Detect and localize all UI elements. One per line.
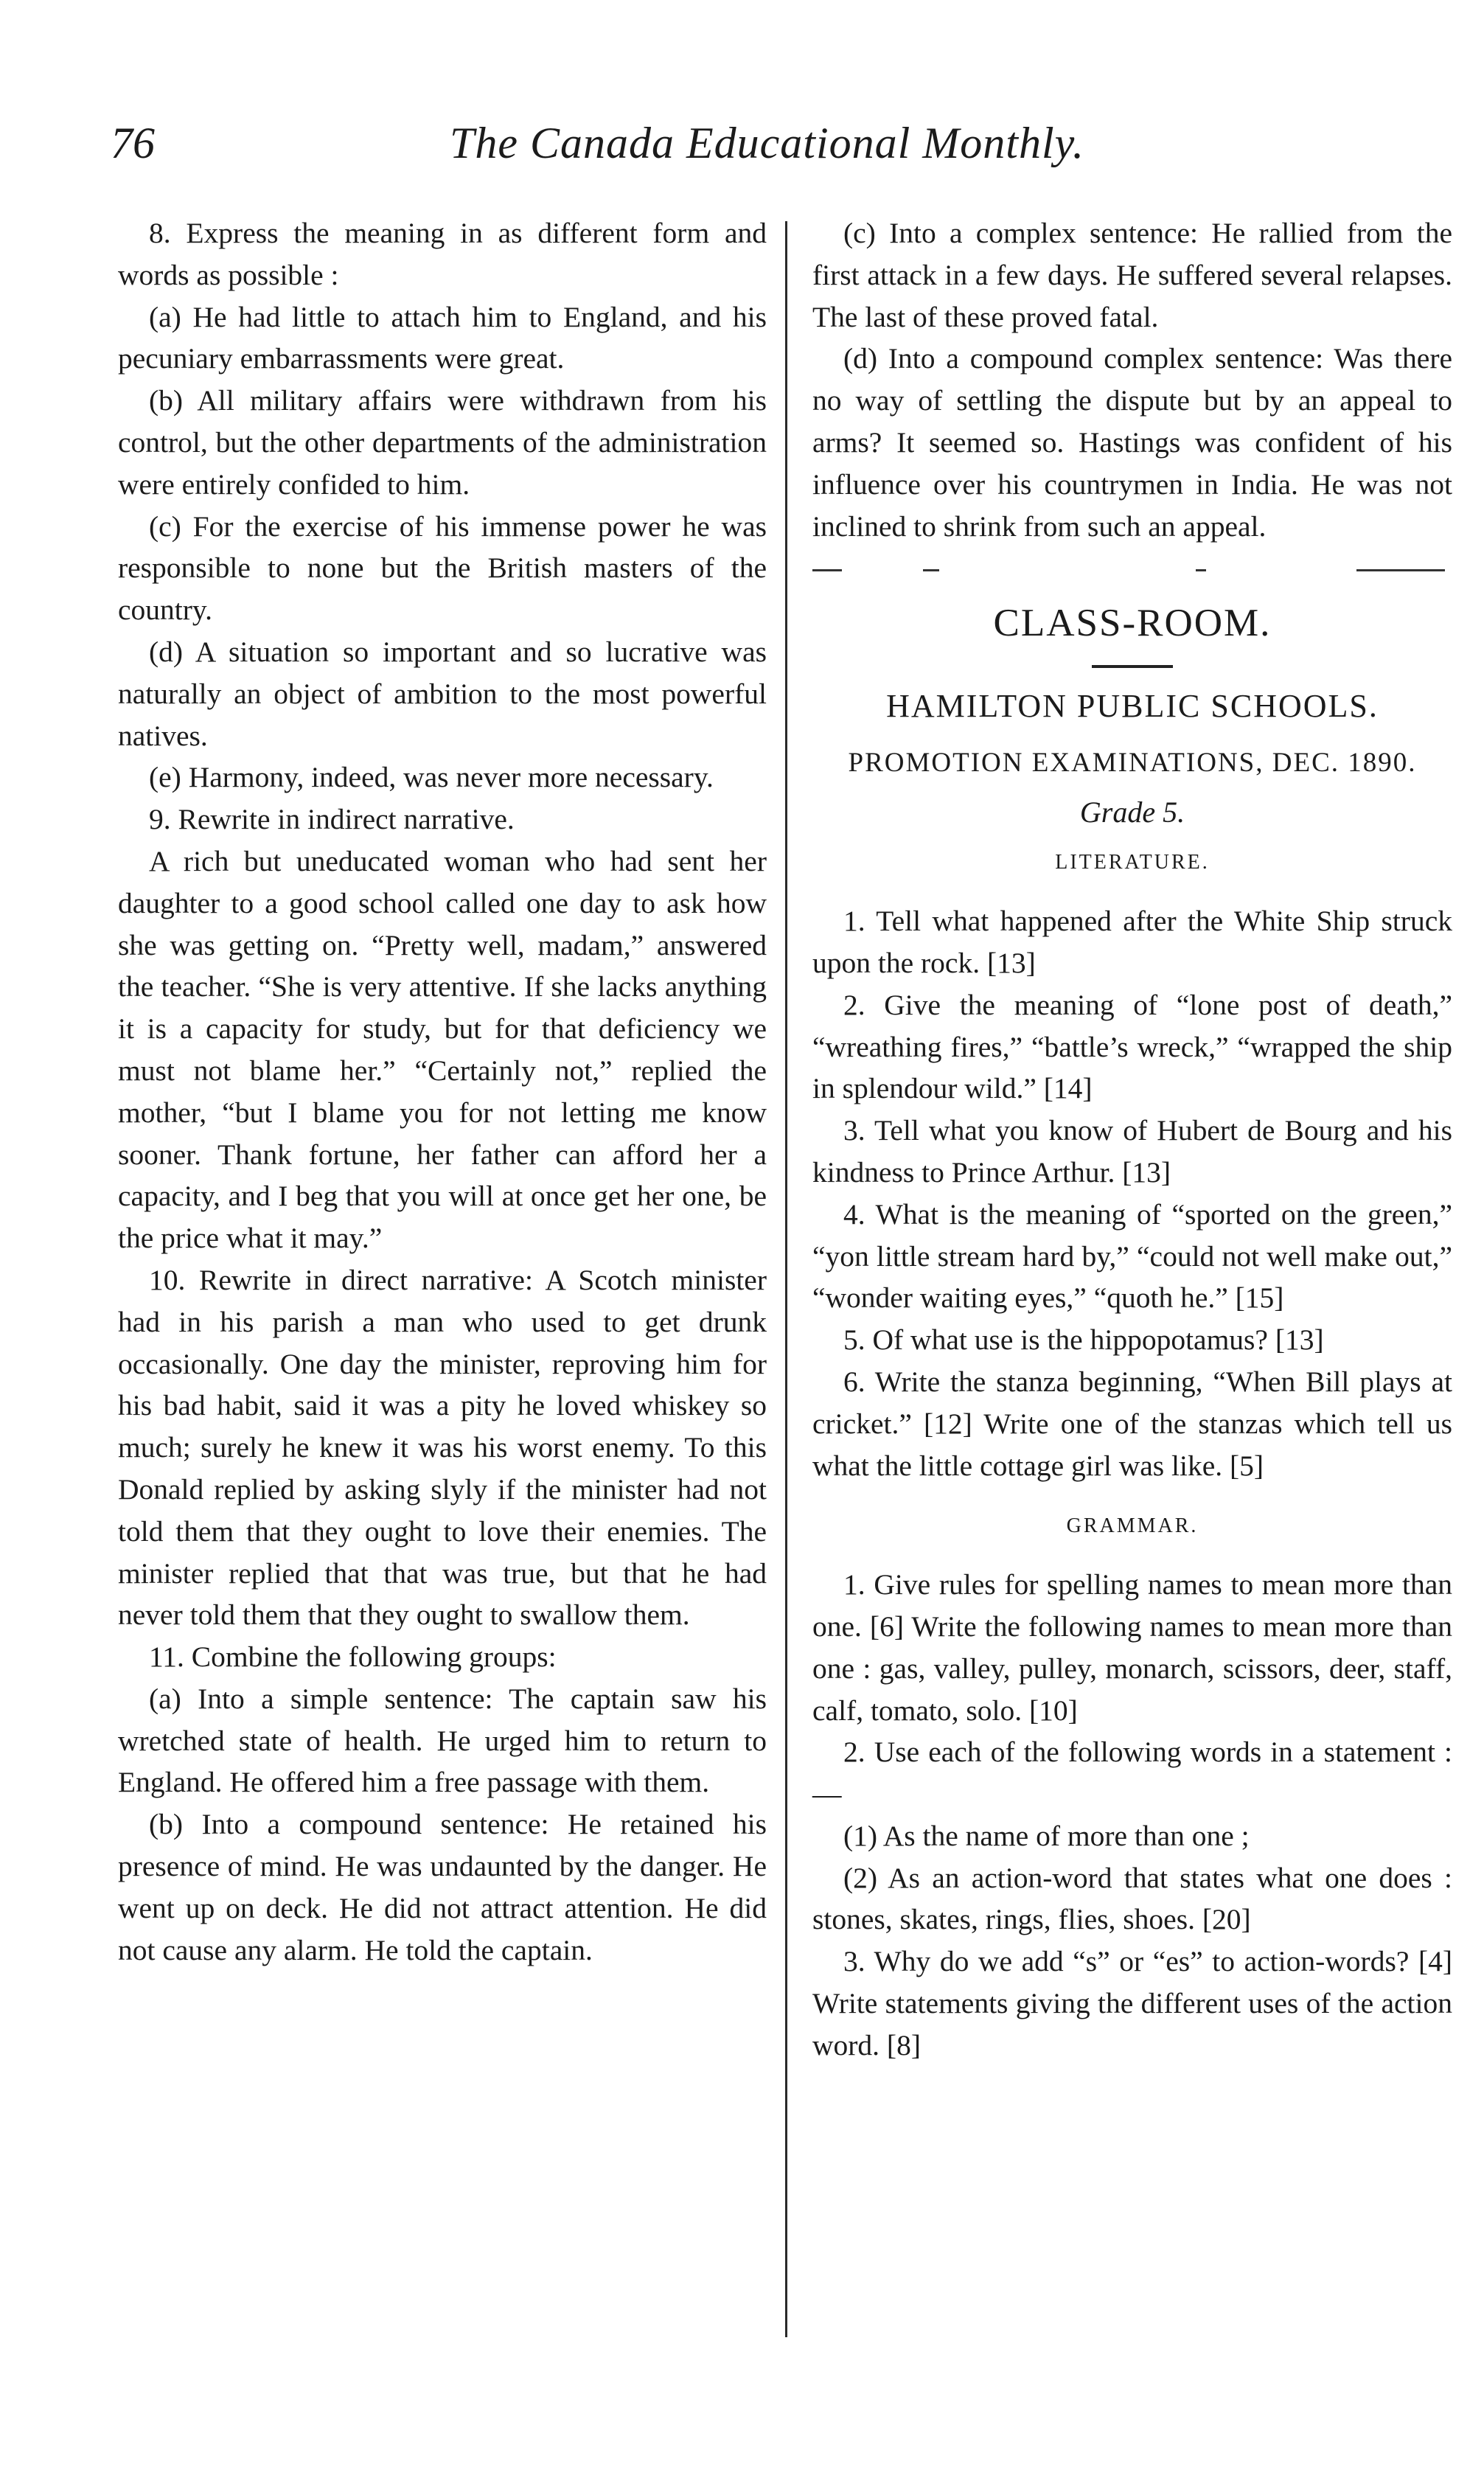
dash-rule	[812, 547, 1452, 589]
question: 5. Of what use is the hippopotamus? [13]	[843, 1323, 1324, 1357]
page-header	[111, 118, 1371, 184]
exam-heading: PROMOTION EXAMINATIONS, DEC. 1890.	[848, 747, 1417, 778]
literature-heading: LITERATURE.	[1055, 851, 1210, 874]
question: 1. Tell what happened after the White Ship struck upon the rock. [13]	[812, 905, 1452, 979]
paragraph: (b) All military affairs were withdrawn from his control, but the other departments of the administration were entirely confided to him.	[118, 384, 767, 501]
paragraph: (c) For the exercise of his immense power he was responsible to none but the British masters of the country.	[118, 509, 767, 627]
grammar-heading: GRAMMAR.	[1066, 1514, 1199, 1538]
right-column	[812, 212, 1452, 2067]
question: (1) As the name of more than one ;	[843, 1819, 1250, 1852]
question: 3. Why do we add “s” or “es” to action-words? [4] Write statements giving the different uses of the action word. [8]	[812, 1945, 1452, 2061]
grade-heading: Grade 5.	[1079, 795, 1185, 829]
section-subtitle: HAMILTON PUBLIC SCHOOLS.	[886, 687, 1379, 724]
paragraph: 9. Rewrite in indirect narrative.	[149, 803, 515, 836]
paragraph: (a) He had little to attach him to England, and his pecuniary embarrassments were great.	[118, 300, 767, 375]
question: 2. Give the meaning of “lone post of death,” “wreathing fires,” “battle’s wreck,” “wrapped the ship in splendour wild.” [14]	[812, 988, 1452, 1105]
running-title: The Canada Educational Monthly.	[450, 119, 1084, 167]
question: 6. Write the stanza beginning, “When Bill plays at cricket.” [12] Write one of the stanzas which tell us what the little cottage girl was like. [5]	[812, 1365, 1452, 1482]
section-title: CLASS-ROOM.	[993, 602, 1272, 645]
paragraph: A rich but uneducated woman who had sent her daughter to a good school called one day to ask how she was getting on. “Pretty well, madam,” answered the teacher. “She is very attentive. If she lacks anything it is a capacity for study, but for that deficiency we must not blame her.” “Certainly not,” replied the mother, “but I blame you for not letting me know sooner. Thank fortune, her father can afford her a capacity, and I beg that you will at once get her one, be the price what it may.”	[118, 844, 767, 1255]
question: 3. Tell what you know of Hubert de Bourg and his kindness to Prince Arthur. [13]	[812, 1114, 1452, 1189]
question: 4. What is the meaning of “sported on the green,” “yon little stream hard by,” “could not well make out,” “wonder waiting eyes,” “quoth he.” [15]	[812, 1197, 1452, 1315]
paragraph: (d) A situation so important and so lucrative was naturally an object of ambition to the most powerful natives.	[118, 635, 767, 752]
paragraph: (e) Harmony, indeed, was never more necessary.	[149, 761, 714, 794]
paragraph: (d) Into a compound complex sentence: Was there no way of settling the dispute but by an appeal to arms? It seemed so. Hastings was confident of his influence over his countrymen in India. He was not inclined to shrink from such an appeal.	[812, 342, 1452, 543]
question: 2. Use each of the following words in a statement :—	[812, 1736, 1452, 1811]
column-divider	[785, 221, 787, 2337]
paragraph: (b) Into a compound sentence: He retained his presence of mind. He was undaunted by the danger. He went up on deck. He did not attract attention. He did not cause any alarm. He told the captain.	[118, 1808, 767, 1966]
paragraph: 8. Express the meaning in as different form and words as possible :	[118, 217, 767, 291]
left-column	[118, 212, 767, 1971]
paragraph: (a) Into a simple sentence: The captain saw his wretched state of health. He urged him to return to England. He offered him a free passage with them.	[118, 1682, 767, 1799]
page-number: 76	[111, 119, 155, 167]
question: (2) As an action-word that states what one does : stones, skates, rings, flies, shoes. [20]	[812, 1861, 1452, 1936]
paragraph: 10. Rewrite in direct narrative: A Scotch minister had in his parish a man who used to get drunk occasionally. One day the minister, reproving him for his bad habit, said it was a pity he loved whiskey so much; surely he knew it was his worst enemy. To this Donald replied by asking slyly if the minister had not told them that they ought to love their enemies. The minister replied that that was true, but that he had never told them that they ought to swallow them.	[118, 1263, 767, 1632]
question: 1. Give rules for spelling names to mean more than one. [6] Write the following names to mean more than one : gas, valley, pulley, monarch, scissors, deer, staff, calf, tomato, solo. [10]	[812, 1568, 1452, 1727]
short-rule	[1092, 665, 1173, 668]
paragraph: (c) Into a complex sentence: He rallied from the first attack in a few days. He suffered several relapses. The last of these proved fatal.	[812, 217, 1452, 333]
paragraph: 11. Combine the following groups:	[149, 1640, 557, 1674]
